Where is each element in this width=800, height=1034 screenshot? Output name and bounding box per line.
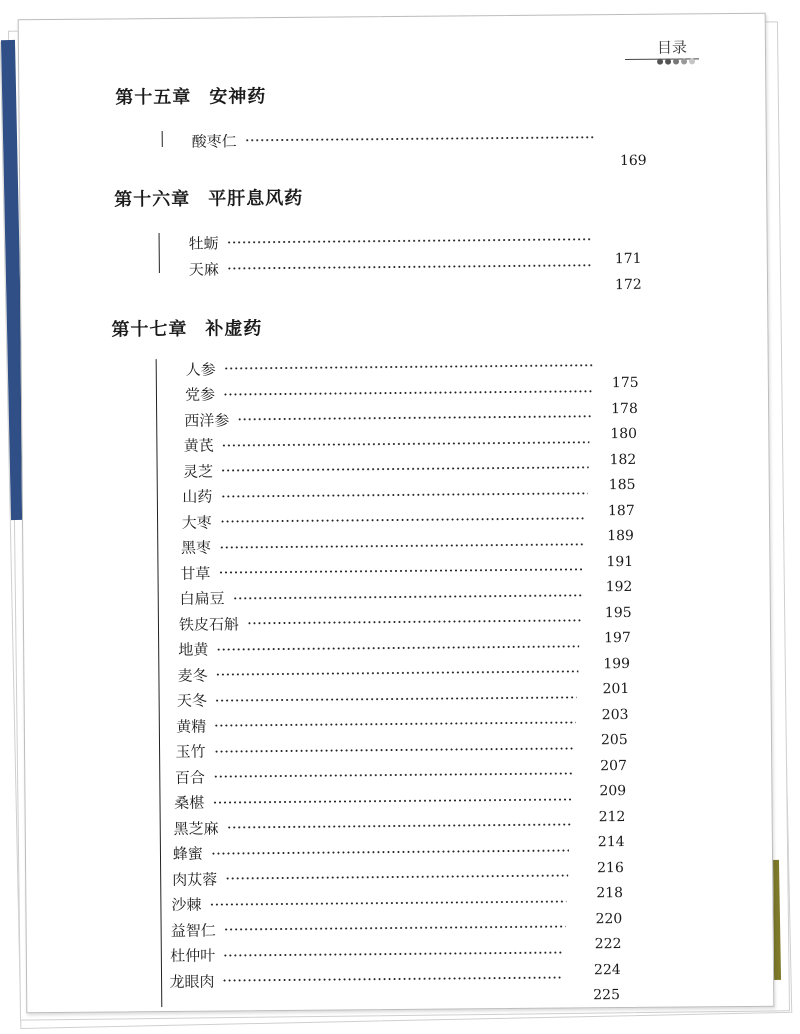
entry-page-number: 205 [600, 731, 628, 749]
entry-name: 肉苁蓉 [172, 870, 218, 889]
entry-page-number: 214 [597, 834, 625, 851]
toc-entry[interactable] [173, 814, 578, 838]
toc-entry[interactable] [173, 840, 578, 864]
dot-leader [218, 568, 583, 573]
dot-leader [214, 721, 576, 726]
entry-page-number: 172 [614, 276, 642, 294]
toc-entry[interactable] [179, 610, 589, 634]
chapter-bracket [159, 233, 160, 273]
dot-leader [216, 645, 579, 650]
entry-name: 天冬 [176, 691, 208, 710]
entry-name: 沙棘 [171, 895, 202, 914]
dot-leader [216, 670, 579, 675]
entry-name: 杜仲叶 [170, 946, 216, 965]
toc-entry[interactable] [186, 355, 602, 379]
chapter-bracket [156, 359, 163, 1007]
entry-page-number: 195 [604, 604, 632, 621]
toc-entry[interactable] [175, 763, 582, 787]
entry-name: 西洋参 [184, 410, 230, 430]
toc-entry[interactable] [189, 255, 601, 279]
entry-name: 蜂蜜 [172, 844, 203, 863]
entry-page-number: 191 [606, 553, 634, 570]
chapter-title: 补虚药 [205, 318, 263, 340]
entry-page-number: 224 [593, 961, 621, 978]
entry-page-number: 189 [607, 527, 635, 545]
toc-entry[interactable] [169, 967, 571, 991]
entry-name: 益智仁 [170, 921, 216, 940]
dot-leader [223, 390, 592, 395]
entry-page-number: 180 [610, 425, 638, 443]
toc-entry[interactable] [174, 789, 580, 813]
dot-leader [245, 136, 596, 141]
dot-leader [212, 798, 572, 803]
dot-leader [214, 747, 575, 752]
chapter-label: 第十五章 [115, 86, 192, 109]
toc-page [18, 13, 775, 1013]
chapter-heading [111, 314, 262, 341]
toc-entry[interactable] [184, 406, 599, 430]
entry-name: 人参 [185, 360, 216, 379]
toc-entry[interactable] [178, 636, 588, 660]
entry-page-number: 222 [594, 936, 622, 953]
entry-page-number: 203 [601, 706, 629, 723]
entry-name: 天麻 [188, 260, 219, 279]
entry-page-number: 218 [596, 885, 624, 902]
chapter-heading [114, 184, 303, 212]
toc-entry[interactable] [189, 229, 601, 253]
toc-entry[interactable] [192, 127, 604, 151]
toc-entry[interactable] [185, 381, 601, 405]
toc-entry[interactable] [182, 508, 595, 532]
entry-name: 党参 [184, 385, 216, 404]
dot-leader [223, 951, 564, 956]
toc-entry[interactable] [176, 712, 584, 736]
toc-entry[interactable] [171, 916, 574, 940]
entry-name: 大枣 [181, 513, 212, 532]
chapter-label: 第十七章 [111, 318, 188, 341]
toc-entry[interactable] [183, 457, 597, 481]
dot-leader [221, 466, 589, 471]
toc-entry[interactable] [180, 585, 591, 609]
dot-leader [233, 594, 583, 599]
dot-leader [210, 900, 567, 905]
entry-name: 灵芝 [182, 462, 214, 481]
entry-name: 山药 [182, 487, 213, 506]
dot-leader [219, 543, 585, 548]
entry-name: 龙眼肉 [169, 972, 215, 991]
entry-page-number: 225 [593, 987, 621, 1004]
entry-page-number: 212 [598, 808, 626, 825]
entry-page-number: 185 [608, 476, 636, 494]
toc-entry[interactable] [181, 534, 593, 558]
entry-page-number: 220 [595, 910, 623, 927]
toc-entry[interactable] [175, 738, 582, 762]
dot-leader [227, 264, 593, 269]
header-dots-decoration [657, 58, 695, 64]
dot-leader [237, 415, 591, 420]
entry-page-number: 201 [602, 680, 630, 698]
entry-page-number: 169 [619, 152, 647, 170]
toc-entry[interactable] [171, 891, 575, 915]
dot-leader [220, 517, 586, 522]
entry-name: 黑芝麻 [173, 819, 219, 838]
toc-entry[interactable] [182, 483, 595, 507]
entry-page-number: 216 [597, 859, 624, 876]
entry-name: 黄芪 [183, 436, 214, 455]
entry-name: 酸枣仁 [191, 131, 237, 151]
toc-entry[interactable] [180, 559, 591, 583]
dot-leader [225, 875, 568, 880]
entry-page-number: 209 [599, 783, 627, 800]
toc-entry[interactable] [177, 687, 585, 711]
entry-name: 牡蛎 [188, 234, 219, 253]
chapter-title: 安神药 [209, 86, 267, 108]
dot-leader [222, 441, 590, 446]
dot-leader [220, 492, 587, 497]
chapter-bracket [162, 131, 163, 147]
section-label: 目录 [656, 38, 688, 57]
entry-page-number: 199 [603, 655, 631, 672]
toc-entry[interactable] [184, 432, 598, 456]
dot-leader [227, 238, 593, 243]
entry-name: 黑枣 [180, 538, 212, 557]
entry-page-number: 192 [605, 578, 633, 596]
entry-name: 百合 [174, 768, 205, 787]
toc-entry[interactable] [178, 661, 587, 685]
chapter-heading [115, 82, 266, 109]
entry-page-number: 182 [609, 451, 637, 468]
entry-page-number: 178 [611, 400, 638, 417]
dot-leader [224, 364, 594, 369]
entry-name: 麦冬 [177, 666, 208, 685]
entry-name: 地黄 [178, 640, 209, 659]
dot-leader [211, 849, 570, 854]
entry-page-number: 175 [611, 374, 639, 392]
dot-leader [227, 823, 571, 828]
toc-entry[interactable] [170, 942, 572, 966]
entry-page-number: 171 [614, 250, 642, 268]
entry-page-number: 197 [604, 629, 631, 647]
dot-leader [224, 926, 566, 931]
entry-name: 桑椹 [174, 793, 205, 812]
entry-name: 铁皮石斛 [178, 614, 240, 634]
chapter-label: 第十六章 [114, 188, 191, 211]
entry-name: 黄精 [176, 717, 207, 736]
entry-name: 玉竹 [175, 742, 206, 761]
dot-leader [222, 977, 563, 982]
entry-name: 甘草 [180, 564, 211, 583]
entry-page-number: 207 [600, 757, 628, 774]
chapter-title: 平肝息风药 [208, 187, 304, 210]
entry-name: 白扁豆 [179, 589, 225, 608]
entry-page-number: 187 [607, 502, 635, 519]
dot-leader [215, 696, 577, 701]
dot-leader [247, 619, 581, 624]
toc-entry[interactable] [172, 865, 576, 889]
dot-leader [213, 772, 573, 777]
